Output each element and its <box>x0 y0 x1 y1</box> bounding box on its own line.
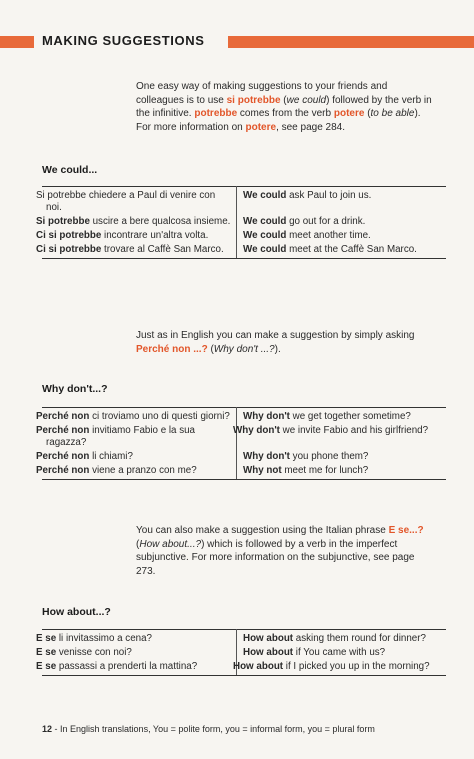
table-row <box>42 424 446 450</box>
italian-phrase: Perché non viene a pranzo con me? <box>42 464 237 480</box>
english-phrase: How about if I picked you up in the morning? <box>237 660 447 676</box>
english-phrase: Why not meet me for lunch? <box>237 464 447 480</box>
italian-phrase: E se passassi a prenderti la mattina? <box>42 660 237 676</box>
intro1-text-e: ) followed by the verb in the infinitive. <box>136 94 432 119</box>
intro1-text-a: One easy way of making suggestions to your friends and colleagues is to use <box>136 81 388 106</box>
intro-paragraph-1 <box>136 80 436 134</box>
english-phrase: Why don't we get together sometime? <box>237 408 447 425</box>
page-footer <box>42 724 375 734</box>
intro1-highlight-potere-2: potere <box>245 121 277 133</box>
intro2-highlight-perche-non: Perché non ...? <box>136 343 208 355</box>
italian-phrase: Si potrebbe uscire a bere qualcosa insieme. <box>42 215 237 229</box>
intro1-highlight-potrebbe: potrebbe <box>194 108 238 119</box>
english-phrase: How about asking them round for dinner? <box>237 630 447 647</box>
intro3-text-a: You can also make a suggestion using the Italian phrase <box>136 525 389 536</box>
phrase-table-why-dont <box>36 407 446 480</box>
table-row <box>42 450 446 464</box>
intro1-text-k: ). For more information on <box>136 108 421 133</box>
italian-phrase: Perché non li chiami? <box>42 450 237 464</box>
intro2-text-a: Just as in English you can make a suggestion by simply asking <box>136 330 415 341</box>
italian-phrase: E se li invitassimo a cena? <box>42 630 237 647</box>
intro2-text-e: ). <box>274 343 281 355</box>
section-title: MAKING SUGGESTIONS <box>42 33 205 48</box>
intro1-gloss-we-could: we could <box>286 94 327 106</box>
intro2-text-c: ( <box>207 343 214 355</box>
italian-phrase: Si potrebbe chiedere a Paul di venire con noi. <box>42 187 237 216</box>
heading-accent-bar-left <box>0 36 34 48</box>
table-row <box>42 646 446 660</box>
table-row <box>42 215 446 229</box>
intro1-highlight-si-potrebbe: si potrebbe <box>226 94 281 106</box>
intro-paragraph-2 <box>136 329 436 356</box>
intro3-text-c: ( <box>136 538 140 550</box>
intro1-highlight-potere: potere <box>333 108 365 119</box>
phrase-table-we-could <box>36 186 446 259</box>
english-phrase: How about if You came with us? <box>243 647 386 658</box>
page-number: 12 <box>42 724 53 734</box>
intro3-gloss-how-about: How about...? <box>139 538 202 550</box>
footer-note: - In English translations, You = polite form, you = informal form, you = plural form <box>52 724 375 734</box>
english-phrase: Why don't you phone them? <box>243 451 369 462</box>
intro1-gloss-to-be-able: to be able <box>370 108 415 119</box>
table-row <box>42 660 446 676</box>
intro3-highlight-e-se: E se...? <box>388 525 424 536</box>
phrase-table-how-about <box>36 629 446 676</box>
intro3-text-e: ) which is followed by a verb in the imperfect subjunctive. For more information on the subjunctive, see page 273. <box>136 538 415 577</box>
italian-phrase: Ci si potrebbe incontrare un'altra volta. <box>42 229 237 243</box>
italian-phrase: E se venisse con noi? <box>42 646 237 660</box>
english-phrase: Why don't we invite Fabio and his girlfriend? <box>233 425 429 436</box>
english-phrase: We could ask Paul to join us. <box>237 187 447 216</box>
italian-phrase: Ci si potrebbe trovare al Caffè San Marco. <box>42 243 237 259</box>
intro-paragraph-3 <box>136 524 436 578</box>
intro1-text-i: ( <box>364 108 371 119</box>
intro1-text-g: comes from the verb <box>237 108 334 119</box>
subheading-how-about: How about...? <box>42 606 111 618</box>
intro1-text-m: , see page 284. <box>276 121 346 133</box>
table-row <box>42 229 446 243</box>
table-row <box>42 464 446 480</box>
table-row <box>42 187 446 216</box>
table-row <box>42 630 446 647</box>
english-phrase: We could go out for a drink. <box>243 216 366 227</box>
english-phrase: We could meet at the Caffè San Marco. <box>237 243 447 259</box>
italian-phrase: Perché non ci troviamo uno di questi giorni? <box>42 408 237 425</box>
english-phrase: We could meet another time. <box>243 230 371 241</box>
intro1-text-c: ( <box>280 94 287 106</box>
subheading-we-could: We could... <box>42 164 98 176</box>
table-row <box>42 408 446 425</box>
subheading-why-dont: Why don't...? <box>42 383 108 395</box>
italian-phrase: Perché non invitiamo Fabio e la sua ragazza? <box>42 424 237 450</box>
table-row <box>42 243 446 259</box>
intro2-gloss-why-dont: Why don't ...? <box>213 343 275 355</box>
heading-accent-bar-right <box>228 36 474 48</box>
